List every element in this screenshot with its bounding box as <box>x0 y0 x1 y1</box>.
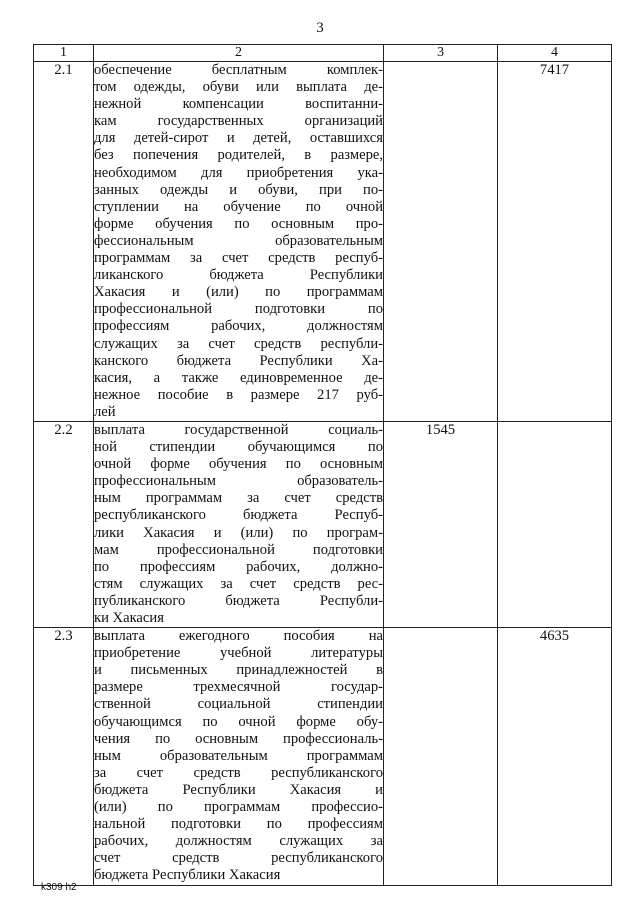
description-line: публиканского бюджета Республи- <box>94 592 383 609</box>
description-line: (или) по программам профессио- <box>94 799 383 816</box>
header-col-2: 2 <box>94 45 384 62</box>
description-line: канского бюджета Республики Ха- <box>94 352 383 369</box>
row-col3-value <box>384 628 498 885</box>
row-col3-value <box>384 62 498 422</box>
description-line: обучающимся по очной форме обу- <box>94 713 383 730</box>
page-number: 3 <box>316 20 324 36</box>
description-line: ным программам за счет средств <box>94 490 383 507</box>
description-line: республиканского бюджета Респуб- <box>94 507 383 524</box>
description-line: для детей-сирот и детей, оставшихся <box>94 130 383 147</box>
description-line: ственной социальной стипендии <box>94 696 383 713</box>
header-col-1: 1 <box>34 45 94 62</box>
row-number: 2.3 <box>34 628 94 885</box>
description-line: необходимом для приобретения ука- <box>94 164 383 181</box>
header-col-4: 4 <box>498 45 612 62</box>
description-line: и письменных принадлежностей в <box>94 662 383 679</box>
row-col4-value: 7417 <box>498 62 612 422</box>
row-col4-value: 4635 <box>498 628 612 885</box>
description-line: ным образовательным программам <box>94 747 383 764</box>
description-line: рабочих, должностям служащих за <box>94 833 383 850</box>
description-line: обеспечение бесплатным комплек- <box>94 62 383 78</box>
description-line: ликанского бюджета Республики <box>94 267 383 284</box>
table-body <box>34 62 612 886</box>
description-line: фессиональным образовательным <box>94 232 383 249</box>
row-description <box>94 62 384 422</box>
description-line: выплата государственной социаль- <box>94 421 383 438</box>
table-row <box>34 628 612 885</box>
row-number: 2.1 <box>34 62 94 422</box>
description-line: форме обучения по основным про- <box>94 215 383 232</box>
table-row <box>34 421 612 627</box>
table-row <box>34 62 612 422</box>
description-line: ступлении на обучение по очной <box>94 198 383 215</box>
description-line: нальной подготовки по профессиям <box>94 816 383 833</box>
description-line: по профессиям рабочих, должно- <box>94 558 383 575</box>
description-line: занных одежды и обуви, при по- <box>94 181 383 198</box>
description-line: приобретение учебной литературы <box>94 645 383 662</box>
description-line: выплата ежегодного пособия на <box>94 628 383 645</box>
row-col4-value <box>498 421 612 627</box>
header-col-3: 3 <box>384 45 498 62</box>
document-code: k309 h2 <box>41 882 77 893</box>
description-line: нежное пособие в размере 217 руб- <box>94 386 383 403</box>
budget-table <box>33 44 612 886</box>
description-line: очной форме обучения по основным <box>94 456 383 473</box>
description-line: касия, а также единовременное де- <box>94 369 383 386</box>
row-col3-value: 1545 <box>384 421 498 627</box>
description-line: служащих за счет средств республи- <box>94 335 383 352</box>
description-line: за счет средств республиканского <box>94 764 383 781</box>
description-line: размере трехмесячной государ- <box>94 679 383 696</box>
description-line: ки Хакасия <box>94 610 164 626</box>
description-line: бюджета Республики Хакасия <box>94 867 281 884</box>
description-line: профессиям рабочих, должностям <box>94 318 383 335</box>
table-header <box>34 45 612 62</box>
description-line: мам профессиональной подготовки <box>94 541 383 558</box>
row-description <box>94 421 384 627</box>
description-line: стям служащих за счет средств рес- <box>94 575 383 592</box>
description-line: ной стипендии обучающимся по <box>94 439 383 456</box>
description-line: том одежды, обуви или выплата де- <box>94 79 383 96</box>
row-description <box>94 628 384 885</box>
description-line: лики Хакасия и (или) по програм- <box>94 524 383 541</box>
description-line: программам за счет средств респуб- <box>94 250 383 267</box>
description-line: нежной компенсации воспитанни- <box>94 96 383 113</box>
description-line: профессиональным образователь- <box>94 473 383 490</box>
description-line: лей <box>94 403 116 420</box>
description-line: без попечения родителей, в размере, <box>94 147 383 164</box>
description-line: бюджета Республики Хакасия и <box>94 781 383 798</box>
description-line: профессиональной подготовки по <box>94 301 383 318</box>
row-number: 2.2 <box>34 421 94 627</box>
description-line: счет средств республиканского <box>94 850 383 867</box>
description-line: кам государственных организаций <box>94 113 383 130</box>
description-line: чения по основным профессиональ- <box>94 730 383 747</box>
description-line: Хакасия и (или) по программам <box>94 284 383 301</box>
